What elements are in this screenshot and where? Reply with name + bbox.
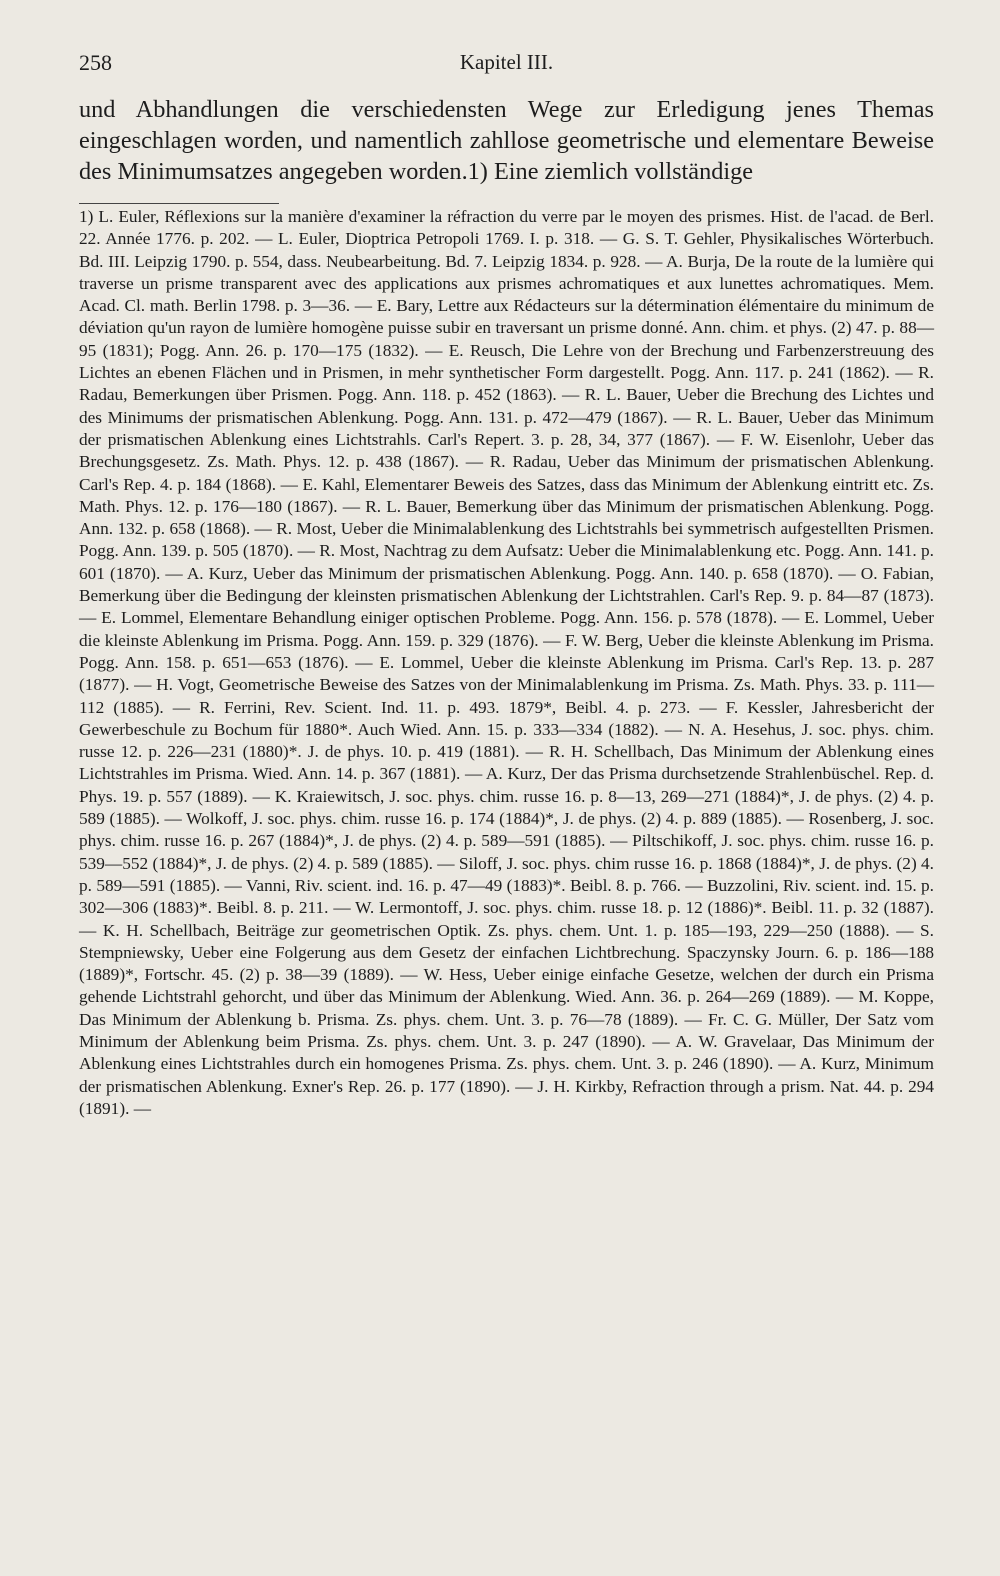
page-header <box>79 50 934 84</box>
footnote: 1) L. Euler, Réflexions sur la manière d'examiner la réfraction du verre par le moyen des prismes. Hist. de l'acad. de Berl. 22. Année 1776. p. 202. — L. Euler, Dioptrica Petropoli 1769. I. p. 318. — G. S. T. Gehler, Physikalisches Wörterbuch. Bd. III. Leipzig 1790. p. 554, dass. Neubearbeitung. Bd. 7. Leipzig 1834. p. 928. — A. Burja, De la route de la lumière qui traverse un prisme transparent avec des applications aux prismes achromatiques et aux lunettes achromatiques. Mem. Acad. Cl. math. Berlin 1798. p. 3—36. — E. Bary, Lettre aux Rédacteurs sur la détermination élémentaire du minimum de déviation qu'un rayon de lumière homogène puisse subir en traversant un prisme donné. Ann. chim. et phys. (2) 47. p. 88—95 (1831); Pogg. Ann. 26. p. 170—175 (1832). — E. Reusch, Die Lehre von der Brechung und Farbenzerstreuung des Lichtes an ebenen Flächen und in Prismen, in mehr synthetischer Form dargestellt. Pogg. Ann. 117. p. 241 (1862). — R. Radau, Bemerkungen über Prismen. Pogg. Ann. 118. p. 452 (1863). — R. L. Bauer, Ueber die Brechung des Lichtes und des Minimums der prismatischen Ablenkung. Pogg. Ann. 131. p. 472—479 (1867). — R. L. Bauer, Ueber das Minimum der prismatischen Ablenkung eines Lichtstrahls. Carl's Repert. 3. p. 28, 34, 377 (1867). — F. W. Eisenlohr, Ueber das Brechungsgesetz. Zs. Math. Phys. 12. p. 438 (1867). — R. Radau, Ueber das Minimum der prismatischen Ablenkung. Carl's Rep. 4. p. 184 (1868). — E. Kahl, Elementarer Beweis des Satzes, dass das Minimum der Ablenkung eintritt etc. Zs. Math. Phys. 12. p. 176—180 (1867). — R. L. Bauer, Bemerkung über das Minimum der prismatischen Ablenkung. Pogg. Ann. 132. p. 658 (1868). — R. Most, Ueber die Minimalablenkung des Lichtstrahls bei symmetrisch aufgestellten Prismen. Pogg. Ann. 139. p. 505 (1870). — R. Most, Nachtrag zu dem Aufsatz: Ueber die Minimalablenkung etc. Pogg. Ann. 141. p. 601 (1870). — A. Kurz, Ueber das Minimum der prismatischen Ablenkung. Pogg. Ann. 140. p. 658 (1870). — O. Fabian, Bemerkung über die Bedingung der kleinsten prismatischen Ablenkung der Lichtstrahlen. Carl's Rep. 9. p. 84—87 (1873). — E. Lommel, Elementare Behandlung einiger optischen Probleme. Pogg. Ann. 156. p. 578 (1878). — E. Lommel, Ueber die kleinste Ablenkung im Prisma. Pogg. Ann. 159. p. 329 (1876). — F. W. Berg, Ueber die kleinste Ablenkung im Prisma. Pogg. Ann. 158. p. 651—653 (1876). — E. Lommel, Ueber die kleinste Ablenkung im Prisma. Carl's Rep. 13. p. 287 (1877). — H. Vogt, Geometrische Beweise des Satzes von der Minimalablenkung im Prisma. Zs. Math. Phys. 33. p. 111—112 (1885). — R. Ferrini, Rev. Scient. Ind. 11. p. 493. 1879*, Beibl. 4. p. 273. — F. Kessler, Jahresbericht der Gewerbeschule zu Bochum für 1880*. Auch Wied. Ann. 15. p. 333—334 (1882). — N. A. Hesehus, J. soc. phys. chim. russe 12. p. 226—231 (1880)*. J. de phys. 10. p. 419 (1881). — R. H. Schellbach, Das Minimum der Ablenkung eines Lichtstrahles im Prisma. Wied. Ann. 14. p. 367 (1881). — A. Kurz, Der das Prisma durchsetzende Strahlenbüschel. Rep. d. Phys. 19. p. 557 (1889). — K. Kraiewitsch, J. soc. phys. chim. russe 16. p. 8—13, 269—271 (1884)*, J. de phys. (2) 4. p. 589 (1885). — Wolkoff, J. soc. phys. chim. russe 16. p. 174 (1884)*, J. de phys. (2) 4. p. 889 (1885). — Rosenberg, J. soc. phys. chim. russe 16. p. 267 (1884)*, J. de phys. (2) 4. p. 589—591 (1885). — Piltschikoff, J. soc. phys. chim. russe 16. p. 539—552 (1884)*, J. de phys. (2) 4. p. 589 (1885). — Siloff, J. soc. phys. chim russe 16. p. 1868 (1884)*, J. de phys. (2) 4. p. 589—591 (1885). — Vanni, Riv. scient. ind. 16. p. 47—49 (1883)*. Beibl. 8. p. 766. — Buzzolini, Riv. scient. ind. 15. p. 302—306 (1883)*. Beibl. 8. p. 211. — W. Lermontoff, J. soc. phys. chim. russe 18. p. 12 (1886)*. Beibl. 11. p. 32 (1887). — K. H. Schellbach, Beiträge zur geometrischen Optik. Zs. phys. chem. Unt. 1. p. 185—193, 229—250 (1888). — S. Stempniewsky, Ueber eine Folgerung aus dem Gesetz der einfachen Lichtbrechung. Spaczynsky Journ. 6. p. 186—188 (1889)*, Fortschr. 45. (2) p. 38—39 (1889). — W. Hess, Ueber einige einfache Gesetze, welchen der durch ein Prisma gehende Lichtstrahl gehorcht, und über das Minimum der Ablenkung. Wied. Ann. 36. p. 264—269 (1889). — M. Koppe, Das Minimum der Ablenkung b. Prisma. Zs. phys. chem. Unt. 3. p. 76—78 (1889). — Fr. C. G. Müller, Der Satz vom Minimum der Ablenkung beim Prisma. Zs. phys. chem. Unt. 3. p. 247 (1890). — A. W. Gravelaar, Das Minimum der Ablenkung eines Lichtstrahles durch ein homogenes Prisma. Zs. phys. chem. Unt. 3. p. 246 (1890). — A. Kurz, Minimum der prismatischen Ablenkung. Exner's Rep. 26. p. 177 (1890). — J. H. Kirkby, Refraction through a prism. Nat. 44. p. 294 (1891). — <box>79 207 934 1118</box>
footnote-separator <box>79 203 279 204</box>
page-number: 258 <box>79 50 112 75</box>
running-head: Kapitel III. <box>459 50 554 74</box>
body-paragraph: und Abhandlungen die verschiedensten Wege zur Erledigung jenes Themas eingeschlagen worden, und namentlich zahllose geometrische und elementare Beweise des Minimumsatzes angegeben worden.1) Eine ziemlich vollständige <box>79 96 934 185</box>
